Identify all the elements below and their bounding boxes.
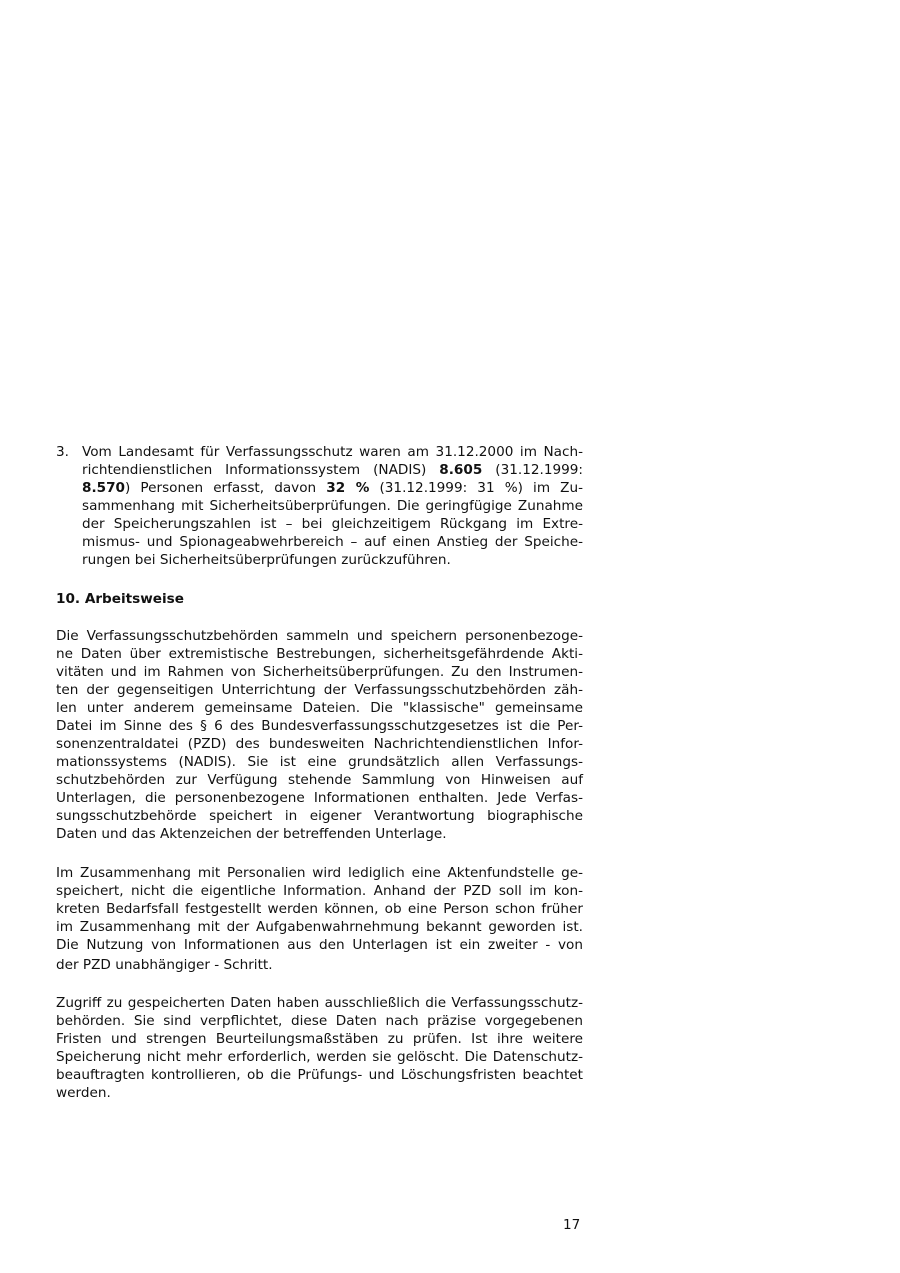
paragraph3-line: Zugriff zu gespeicherten Daten haben ausschließlich die Verfassungsschutz- xyxy=(56,995,583,1011)
paragraph1-line: Datei im Sinne des § 6 des Bundesverfassungsschutzgesetzes ist die Per- xyxy=(56,718,583,734)
paragraph3-line: Fristen und strengen Beurteilungsmaßstäben zu prüfen. Ist ihre weitere xyxy=(56,1031,583,1047)
paragraph1-line: ten der gegenseitigen Unterrichtung der Verfassungsschutzbehörden zäh- xyxy=(56,682,583,698)
paragraph1-line: mationssystems (NADIS). Sie ist eine grundsätzlich allen Verfassungs- xyxy=(56,754,583,770)
paragraph1-line: Daten und das Aktenzeichen der betreffenden Unterlage. xyxy=(56,826,447,842)
paragraph3-line: behörden. Sie sind verpflichtet, diese Daten nach präzise vorgegebenen xyxy=(56,1013,583,1029)
paragraph3-line: werden. xyxy=(56,1085,111,1101)
nadis-count-2000: 8.605 xyxy=(439,462,483,478)
item3-line-3 xyxy=(82,479,583,497)
item3-line-3-rest: (31.12.1999: 31 %) im Zu- xyxy=(379,480,584,496)
paragraph2-line: Im Zusammenhang mit Personalien wird lediglich eine Aktenfundstelle ge- xyxy=(56,865,583,881)
paragraph2-line: speichert, nicht die eigentliche Information. Anhand der PZD soll im kon- xyxy=(56,883,583,899)
item3-line-7: rungen bei Sicherheitsüberprüfungen zurückzuführen. xyxy=(82,552,451,568)
paragraph2-line: kreten Bedarfsfall festgestellt werden können, ob eine Person schon früher xyxy=(56,901,583,917)
paragraph1-line: sonenzentraldatei (PZD) des bundesweiten Nachrichtendienstlichen Infor- xyxy=(56,736,583,752)
page-number: 17 xyxy=(563,1217,581,1233)
paragraph2-line: im Zusammenhang mit der Aufgabenwahrnehmung bekannt geworden ist. xyxy=(56,919,583,935)
paragraph1-line: vitäten und im Rahmen von Sicherheitsüberprüfungen. Zu den Instrumen- xyxy=(56,664,583,680)
paragraph1-line: schutzbehörden zur Verfügung stehende Sammlung von Hinweisen auf xyxy=(56,772,583,788)
list-item-number: 3. xyxy=(56,444,69,460)
paragraph1-line: len unter anderem gemeinsame Dateien. Die "klassische" gemeinsame xyxy=(56,700,583,716)
percentage-2000: 32 % xyxy=(326,480,370,496)
nadis-count-1999: 8.570 xyxy=(82,480,125,496)
paragraph3-line: beauftragten kontrollieren, ob die Prüfungs- und Löschungsfristen beachtet xyxy=(56,1067,583,1083)
paragraph1-line: ne Daten über extremistische Bestrebungen, sicherheitsgefährdende Akti- xyxy=(56,646,583,662)
item3-line-4: sammenhang mit Sicherheitsüberprüfungen. Die geringfügige Zunahme xyxy=(82,498,583,514)
item3-line-6: mismus- und Spionageabwehrbereich – auf einen Anstieg der Speiche- xyxy=(82,534,583,550)
item3-line-2-date: (31.12.1999: xyxy=(495,462,583,478)
paragraph2-line: Die Nutzung von Informationen aus den Unterlagen ist ein zweiter - von xyxy=(56,937,583,953)
paragraph3-line: Speicherung nicht mehr erforderlich, werden sie gelöscht. Die Datenschutz- xyxy=(56,1049,583,1065)
item3-line-5: der Speicherungszahlen ist – bei gleichzeitigem Rückgang im Extre- xyxy=(82,516,583,532)
item3-line-3-text: ) Personen erfasst, davon xyxy=(125,480,317,496)
paragraph1-line: sungsschutzbehörde speichert in eigener Verantwortung biographische xyxy=(56,808,583,824)
paragraph1-line: Die Verfassungsschutzbehörden sammeln und speichern personenbezoge- xyxy=(56,628,583,644)
item3-line-1: Vom Landesamt für Verfassungsschutz waren am 31.12.2000 im Nach- xyxy=(82,444,583,460)
paragraph2-line: der PZD unabhängiger - Schritt. xyxy=(56,957,273,973)
paragraph1-line: Unterlagen, die personenbezogene Informationen enthalten. Jede Verfas- xyxy=(56,790,583,806)
section-heading: 10. Arbeitsweise xyxy=(56,591,184,607)
item3-line-2 xyxy=(82,461,583,479)
item3-line-2-text: richtendienstlichen Informationssystem (NADIS) xyxy=(82,462,427,478)
